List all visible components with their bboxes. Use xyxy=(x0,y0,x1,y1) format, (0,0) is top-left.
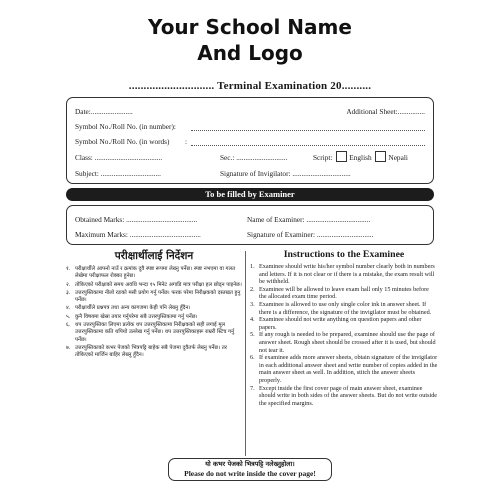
item-number: 1. xyxy=(250,263,255,270)
english-instructions-title: Instructions to the Examinee xyxy=(283,249,405,260)
symbol-words-colon: : xyxy=(185,137,188,146)
item-number: 7. xyxy=(250,384,255,392)
list-item xyxy=(66,282,242,289)
exam-title: ............................. Terminal Examination 20.......... xyxy=(128,80,372,92)
list-item xyxy=(250,354,438,384)
english-instructions xyxy=(250,249,438,407)
item-number: 3. xyxy=(250,300,255,308)
item-text: उत्तरपुस्तिकामा नीलो रङको मसी प्रयोग गर्नु पर्नेछ। फरक परेमा निरीक्षकको दस्तखत हुनु पर्नेछ। xyxy=(75,289,241,304)
symbol-number-label: Symbol No./Roll No. (in number): xyxy=(75,122,176,131)
list-item xyxy=(66,305,242,312)
list-item xyxy=(250,301,438,316)
examiner-signature-field[interactable]: Signature of Examiner: ............................... xyxy=(247,230,374,239)
school-name: Your School Name xyxy=(148,15,352,39)
list-item xyxy=(66,322,242,344)
item-text: कुनै विषयमा खेस्रा तयार गर्नुपरेमा सबै उत्तरपुस्तिकामा गर्नु पर्नेछ। xyxy=(75,313,198,320)
script-label: Script: xyxy=(313,153,333,162)
english-instructions-list xyxy=(250,263,438,407)
examiner-marks-box xyxy=(66,205,434,245)
nepali-checkbox[interactable] xyxy=(375,151,386,162)
item-text: Examinee should not write anything on question papers and other papers. xyxy=(259,316,422,331)
item-number: ४. xyxy=(66,305,71,312)
item-text: थप उत्तरपुस्तिका लिएमा प्रत्येक थप उत्तरपुस्तिकामा निरीक्षकको सही लगाई मूल उत्तरपुस्तिकामा कति थपियो उल्लेख गर्नु पर्नेछ। थप उत्तरपुस्तिकाहरू राम्ररी स्टिच गर्नु पर्नेछ। xyxy=(75,322,235,343)
nepali-label: Nepali xyxy=(388,153,408,162)
examiner-name-field[interactable]: Name of Examiner: ................................... xyxy=(247,215,371,224)
item-text: उत्तरपुस्तिकाको कभर पेजको भित्रपट्टि बाहेक सबै पेजमा दुवैतर्फ लेख्नु पर्नेछ। तर तोकिएको मार्जिन बाहिर लेख्नु हुँदैन। xyxy=(75,344,227,359)
item-number: ५. xyxy=(66,313,71,320)
item-number: 5. xyxy=(250,331,255,339)
list-item xyxy=(250,263,438,286)
item-text: परीक्षार्थीले प्रश्नपत्र तथा अन्य कागजमा केही पनि लेख्नु हुँदैन। xyxy=(75,305,191,312)
symbol-words-label: Symbol No./Roll No. (in words) xyxy=(75,137,170,146)
examiner-banner: To be filled by Examiner xyxy=(66,188,434,201)
list-item xyxy=(250,286,438,301)
class-field[interactable]: Class: ..................................... xyxy=(75,153,163,162)
nepali-instructions-title: परीक्षार्थीलाई निर्देशन xyxy=(114,250,194,262)
warning-english: Please do not write inside the cover page! xyxy=(184,469,316,478)
item-text: If any rough is needed to be prepared, examinee should use the page of answer sheet. Rough sheet should be crossed after it is used, but should not tear it. xyxy=(259,331,436,354)
item-number: ३. xyxy=(66,289,71,296)
list-item xyxy=(66,266,242,281)
item-number: ७. xyxy=(66,344,71,351)
column-divider xyxy=(245,251,246,456)
item-number: 4. xyxy=(250,316,255,324)
item-text: Examinee is allowed to use only single color ink in answer sheet. If there is a difference, the signature of the invigilator must be obtained. xyxy=(259,300,432,316)
item-number: २. xyxy=(66,281,71,288)
student-info-box xyxy=(66,97,434,184)
list-item xyxy=(66,290,242,305)
item-text: Except inside the first cover page of main answer sheet, examinee should write in both sides of the answer sheets. But do not write outside the specified margins. xyxy=(259,384,438,407)
symbol-number-field[interactable] xyxy=(191,124,425,131)
additional-sheet-field[interactable]: Additional Sheet:............... xyxy=(346,107,425,116)
script-selector xyxy=(313,151,408,162)
item-text: Examinee will be allowed to leave exam hall only 15 minutes before the allocated exam time period. xyxy=(259,285,429,301)
item-text: Examinee should write his/her symbol number clearly both in numbers and letters. If it is not clear or if there is a mistake, the exam result will be withheld. xyxy=(259,263,435,286)
school-name-heading xyxy=(0,14,500,66)
item-number: १. xyxy=(66,266,71,272)
item-number: 6. xyxy=(250,354,255,362)
list-item xyxy=(66,345,242,360)
symbol-words-field[interactable] xyxy=(191,139,425,146)
item-text: If examinee adds more answer sheets, obtain signature of the invigilator in each additional answer sheet and write number of copies added in the main answer sheet as well. In addition, stitch the answer sheets properly. xyxy=(259,354,438,384)
invigilator-signature-field[interactable]: Signature of Invigilator: ................................ xyxy=(220,169,351,178)
list-item xyxy=(66,314,242,321)
item-text: परीक्षार्थीले आफ्नो नाउँ र क्रमांक दुवै स्पष्ट रूपमा लेख्नु पर्नेछ। स्पष्ट नभएमा वा गलत लेखेमा परीक्षाफल रोक्का हुनेछ। xyxy=(75,266,236,280)
item-number: 2. xyxy=(250,285,255,293)
list-item xyxy=(250,331,438,354)
nepali-instructions-list xyxy=(66,266,242,360)
item-text: तोकिएको परीक्षाको समय अवधि भन्दा १५ मिनेट अगाडि मात्र परीक्षा हल छोड्न पाइनेछ। xyxy=(75,281,242,288)
maximum-marks-field[interactable]: Maximum Marks: ....................................... xyxy=(75,230,201,239)
list-item xyxy=(250,316,438,331)
date-field[interactable]: Date:....................... xyxy=(75,107,133,116)
item-number: ६. xyxy=(66,322,71,329)
school-logo-text: And Logo xyxy=(197,41,303,65)
obtained-marks-field[interactable]: Obtained Marks: ....................................... xyxy=(75,215,198,224)
english-label: English xyxy=(349,153,372,162)
english-checkbox[interactable] xyxy=(336,151,347,162)
cover-page-warning xyxy=(168,458,332,481)
list-item xyxy=(250,385,438,408)
warning-nepali: यो कभर पेजको भित्रपट्टि नलेख्नुहोला। xyxy=(205,460,295,468)
subject-field[interactable]: Subject: ................................. xyxy=(75,169,161,178)
nepali-instructions xyxy=(66,249,242,361)
section-field[interactable]: Sec.: ............................ xyxy=(220,153,288,162)
